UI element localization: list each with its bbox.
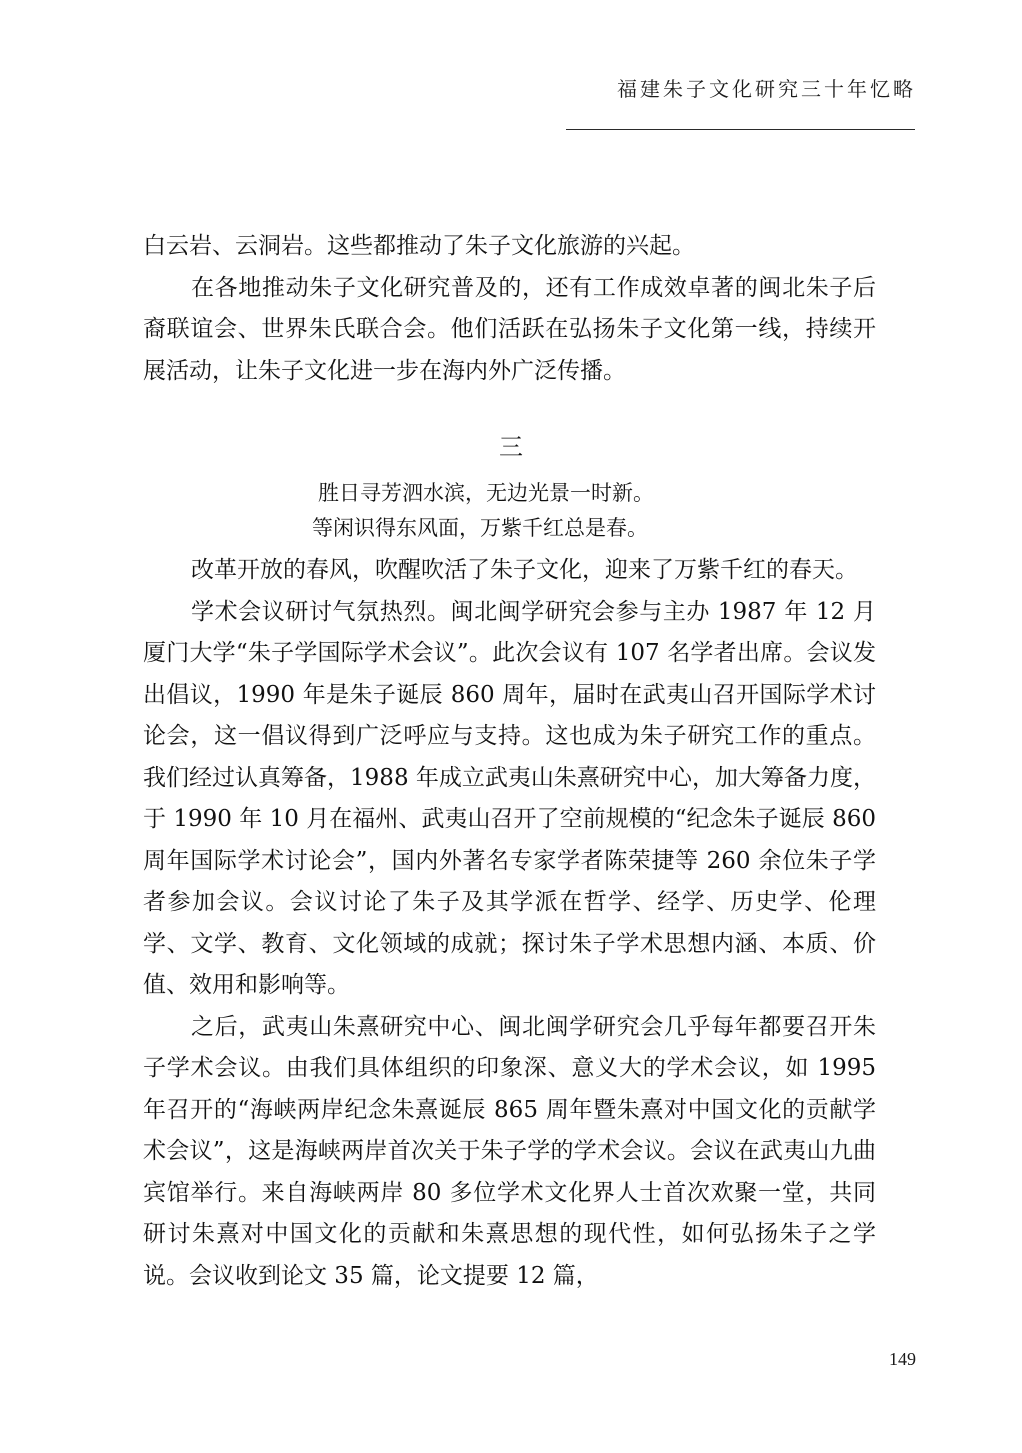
running-header-title: 福建朱子文化研究三十年忆略 <box>617 77 916 101</box>
header-rule <box>566 129 915 130</box>
section-heading: 三 <box>499 433 523 461</box>
paragraph-intro-continuation: 白云岩、云洞岩。这些都推动了朱子文化旅游的兴起。 <box>143 233 695 259</box>
intro-text-block <box>143 226 876 392</box>
paragraph-reform-spring: 改革开放的春风，吹醒吹活了朱子文化，迎来了万紫千红的春天。 <box>191 557 858 583</box>
paragraph-wuyishan-research-center: 之后，武夷山朱熹研究中心、闽北闽学研究会几乎每年都要召开朱子学术会议。由我们具体组织的印象深、意义大的学术会议，如 1995 年召开的“海峡两岸纪念朱熹诞辰 865 周年暨朱熹对中国文化的贡献学术会议”，这是海峡两岸首次关于朱子学的学术会议。会议在武夷山九曲宾馆举行。来自海峡两岸 80 多位学术文化界人士首次欢聚一堂，共同研讨朱熹对中国文化的贡献和朱熹思想的现代性，如何弘扬朱子之学说。会议收到论文 35 篇，论文提要 12 篇， <box>143 1013 876 1289</box>
main-text-block <box>143 550 876 1297</box>
poem-line-1: 胜日寻芳泗水滨，无边光景一时新。 <box>318 481 654 505</box>
paragraph-academic-conferences: 学术会议研讨气氛热烈。闽北闽学研究会参与主办 1987 年 12 月厦门大学“朱子学国际学术会议”。此次会议有 107 名学者出席。会议发出倡议，1990 年是朱子诞辰 860 周年，届时在武夷山召开国际学术讨论会，这一倡议得到广泛呼应与支持。这也成为朱子研究工作的重点。我们经过认真筹备，1988 年成立武夷山朱熹研究中心，加大筹备力度，于 1990 年 10 月在福州、武夷山召开了空前规模的“纪念朱子诞辰 860 周年国际学术讨论会”，国内外著名专家学者陈荣捷等 260 余位朱子学者参加会议。会议讨论了朱子及其学派在哲学、经学、历史学、伦理学、文学、教育、文化领域的成就；探讨朱子学术思想内涵、本质、价值、效用和影响等。 <box>143 598 876 998</box>
poem-block <box>312 476 738 546</box>
paragraph-zhu-associations: 在各地推动朱子文化研究普及的，还有工作成效卓著的闽北朱子后裔联谊会、世界朱氏联合会。他们活跃在弘扬朱子文化第一线，持续开展活动，让朱子文化进一步在海内外广泛传播。 <box>143 274 876 384</box>
poem-line-2: 等闲识得东风面，万紫千红总是春。 <box>312 516 648 540</box>
page-number: 149 <box>889 1349 916 1369</box>
